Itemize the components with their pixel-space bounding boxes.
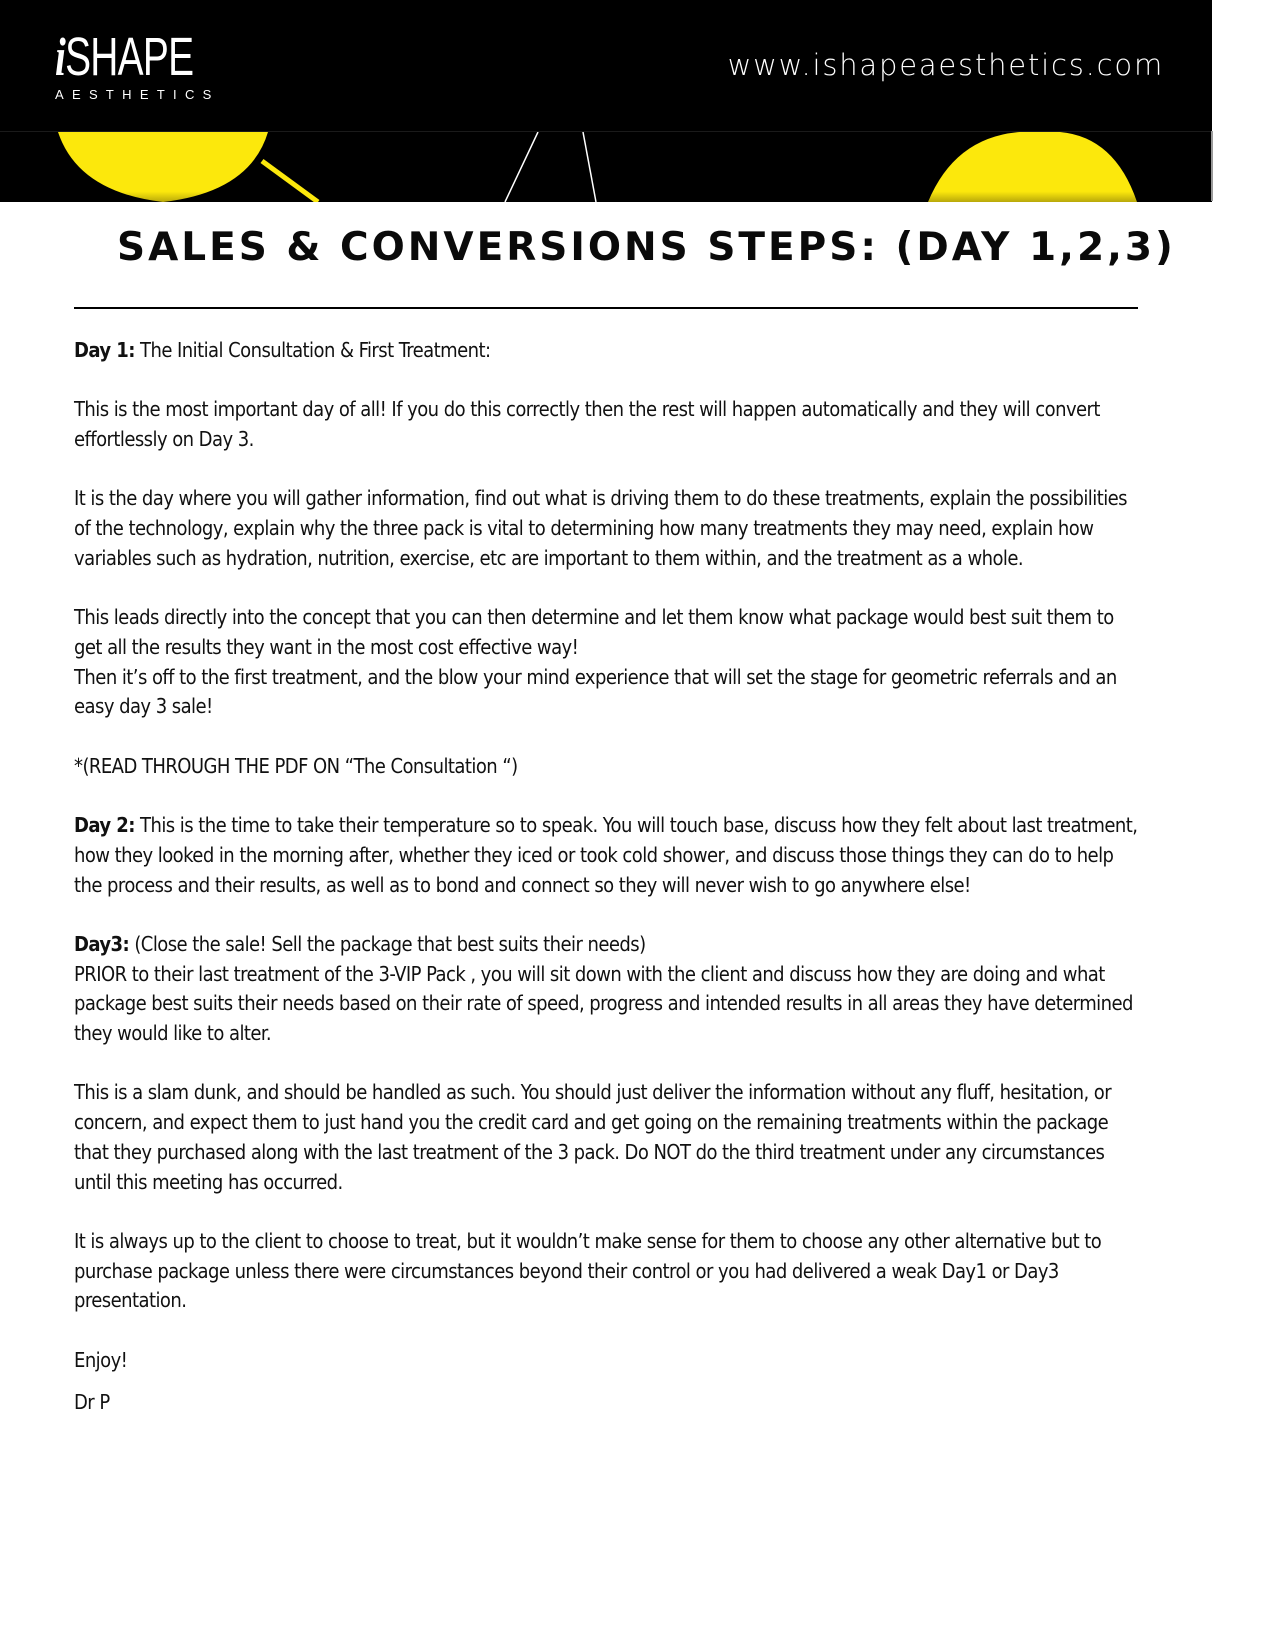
page-title: SALES & CONVERSIONS STEPS: (DAY 1,2,3) [117, 225, 1176, 270]
day3-paragraph-2: This is a slam dunk, and should be handled as such. You should just deliver the information without any fluff, hesitation, or concern, and expect them to just hand you the credit card and get going on the remaining treatments within the package that they purchased along with the last treatment of the 3 pack. Do NOT do the third treatment under any circumstances until this meeting has occurred. [74, 1080, 1112, 1194]
title-divider [74, 307, 1138, 309]
decorative-shapes-icon [0, 132, 1212, 202]
header-bar [0, 0, 1212, 131]
brand-logo [55, 27, 247, 102]
day1-paragraph-2: It is the day where you will gather information, find out what is driving them to do these treatments, explain the possibilities of the technology, explain why the three pack is vital to determining how many treatments they may need, explain how variables such as hydration, nutrition, exercise, etc are important to them within, and the treatment as a whole. [74, 486, 1127, 570]
day3-label: Day3: [74, 931, 130, 956]
website-url: www.ishapeaesthetics.com [727, 48, 1164, 82]
day3-paragraph-1: Day3: (Close the sale! Sell the package that best suits their needs) PRIOR to their last treatment of the 3-VIP Pack , you will sit down with the client and discuss how they are doing and what package best suits their needs based on their rate of speed, progress and intended results in all areas they have determined they would like to alter. [74, 931, 1133, 1046]
document-body [74, 336, 1144, 1448]
decorative-band [0, 131, 1212, 202]
day2-label: Day 2: [74, 813, 135, 838]
day2-paragraph: Day 2: This is the time to take their temperature so to speak. You will touch base, discuss how they felt about last treatment, how they looked in the morning after, whether they iced or took cold shower, and discuss those things they can do to help the process and their results, as well as to bond and connect so they will never wish to go anywhere else! [74, 813, 1138, 897]
day1-paragraph-3: This leads directly into the concept that you can then determine and let them know what package would best suit them to get all the results they want in the most cost effective way! Then it’s off to the first treatment, and the blow your mind experience that will set the stage for geometric referrals and an easy day 3 sale! [74, 605, 1117, 719]
day1-label: Day 1: [74, 338, 135, 362]
day1-heading: Day 1: The Initial Consultation & First Treatment: [74, 338, 491, 362]
logo-tagline: AESTHETICS [55, 87, 220, 102]
closing: Enjoy! [74, 1347, 128, 1372]
logo-wordmark: iSHAPE [55, 27, 194, 87]
day1-paragraph-1: This is the most important day of all! If you do this correctly then the rest will happen automatically and they will convert effortlessly on Day 3. [74, 397, 1100, 452]
page-edge [1211, 131, 1213, 201]
day1-note: *(READ THROUGH THE PDF ON “The Consultation “) [74, 753, 518, 778]
day3-paragraph-3: It is always up to the client to choose to treat, but it wouldn’t make sense for them to choose any other alternative but to purchase package unless there were circumstances beyond their control or you had delivered a weak Day1 or Day3 presentation. [74, 1228, 1102, 1313]
signature: Dr P [74, 1390, 110, 1415]
